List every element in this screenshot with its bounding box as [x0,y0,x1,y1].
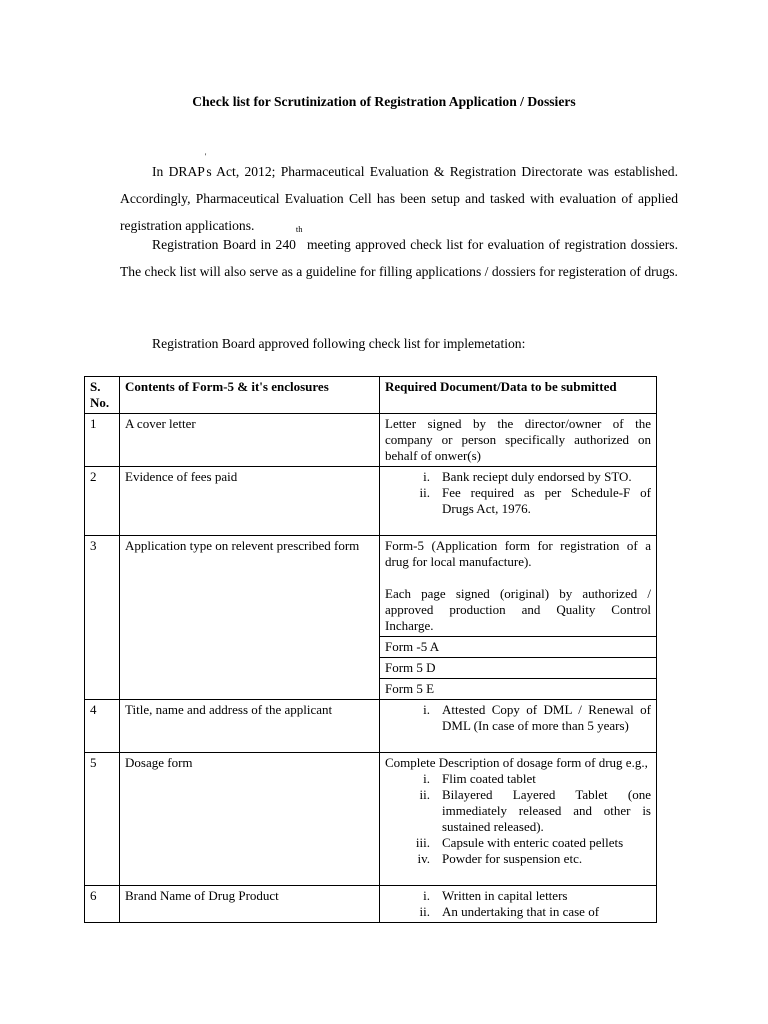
table-subrow: Form 5 D [85,658,657,679]
table-row: 1 A cover letter Letter signed by the director/owner of the company or person specifically authorized on behalf of onwer(s) [85,414,657,467]
list [385,771,651,867]
table-subrow: Form -5 A [85,637,657,658]
list-item: ii. Bilayered Layered Tablet (one immediately released and other is sustained released). [419,787,651,834]
list [385,888,651,920]
list-item: i. Bank reciept duly endorsed by STO. [423,469,632,484]
list-item: i. Written in capital letters [423,888,568,903]
table-row: 5 Dosage form Complete Description of dosage form of drug e.g., i. Flim coated tablet ii. Bilayered Layered Tablet (one immediately released and other is sustained released). iii. Capsule with enteric coated pellets iv. Powder for suspension etc. [85,753,657,886]
table-header-row [85,377,657,414]
table-row: 2 Evidence of fees paid i. Bank reciept duly endorsed by STO. ii. Fee required as per Schedule-F of Drugs Act, 1976. [85,467,657,536]
header-contents: Contents of Form-5 & it's enclosures [120,377,380,414]
table-row: 4 Title, name and address of the applicant i. Attested Copy of DML / Renewal of DML (In case of more than 5 years) [85,700,657,753]
list-item: i. Attested Copy of DML / Renewal of DML (In case of more than 5 years) [423,702,651,733]
list [385,469,651,517]
list [385,702,651,734]
checklist-table [84,376,657,923]
list-item: iv. Powder for suspension etc. [417,851,583,866]
board-paragraph: Registration Board in 240th meeting approved check list for evaluation of registration dossiers. The check list will also serve as a guideline for filling applications / dossiers for registeration of drugs. [120,224,678,279]
table-subrow: Form 5 E [85,679,657,700]
list-item: i. Flim coated tablet [423,771,536,786]
page-title: Check list for Scrutinization of Registration Application / Dossiers [192,94,576,109]
list-item: iii. Capsule with enteric coated pellets [415,835,624,850]
table-row: 6 Brand Name of Drug Product i. Written in capital letters ii. An undertaking that in case of [85,886,657,923]
list-item: ii. An undertaking that in case of [419,904,600,919]
intro-paragraph: In DRAP's Act, 2012; Pharmaceutical Evaluation & Registration Directorate was established. Accordingly, Pharmaceutical Evaluation Cell has been setup and tasked with evaluation of applied registration applications. [120,151,678,233]
approval-paragraph: Registration Board approved following check list for implemetation: [152,336,526,351]
table-row: 3 Application type on relevent prescribed form Form-5 (Application form for registration of a drug for local manufacture). Each page signed (original) by authorized / approved production and Quality Control Incharge. [85,536,657,637]
header-sno: S. No. [85,377,120,414]
header-required: Required Document/Data to be submitted [380,377,657,414]
list-item: ii. Fee required as per Schedule-F of Drugs Act, 1976. [419,485,651,516]
